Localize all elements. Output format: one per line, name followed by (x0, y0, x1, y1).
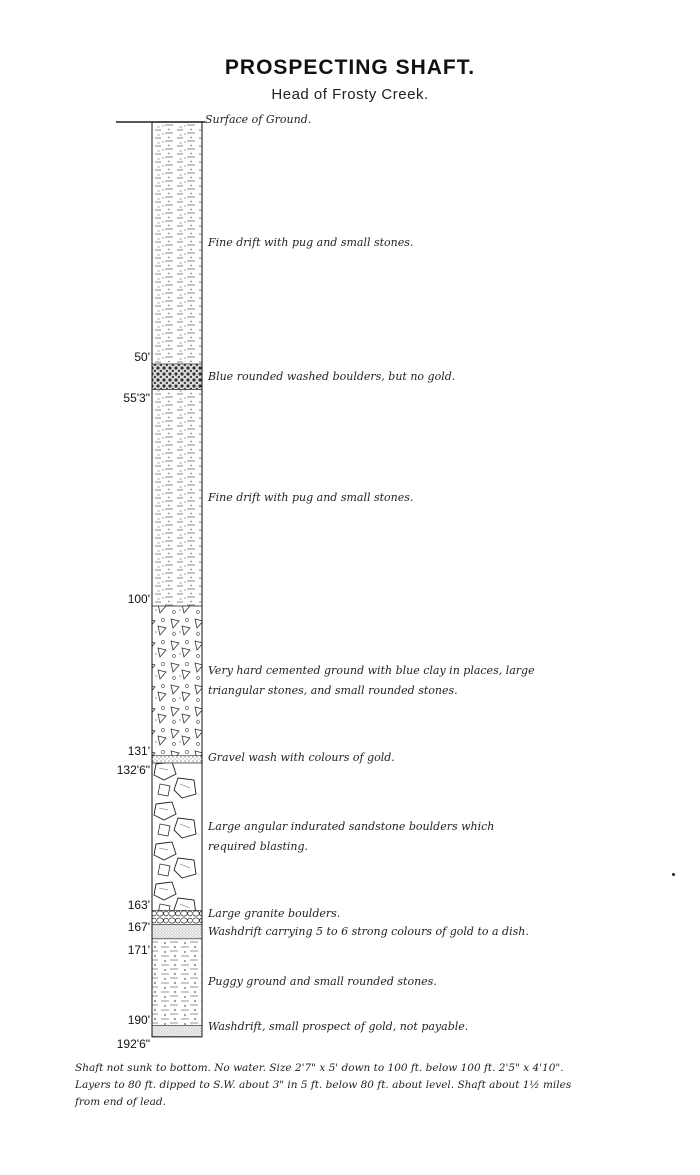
depth-label: 192'6" (116, 1036, 150, 1051)
stratum-fine-drift (152, 389, 202, 606)
note-line: Layers to 80 ft. dipped to S.W. about 3" in 5 ft. below 80 ft. about level. Shaft about 1½ miles (75, 1079, 572, 1091)
stratum-description-line: Gravel wash with colours of gold. (208, 750, 395, 764)
stratum-description-line: Large angular indurated sandstone boulders which (208, 819, 495, 833)
stratum-description-line: Blue rounded washed boulders, but no gold. (208, 369, 456, 383)
stratum-description (208, 488, 413, 508)
stratum-description-line: Washdrift, small prospect of gold, not payable. (208, 1020, 469, 1034)
stratum-description-line: triangular stones, and small rounded stones. (208, 683, 458, 697)
stratum-fine-drift (152, 122, 202, 364)
stratum-description (208, 922, 529, 942)
stratum-washed-boulders (152, 364, 202, 389)
surface-label: Surface of Ground. (205, 113, 312, 126)
stratum-washdrift (152, 1025, 202, 1036)
stratum-description (208, 904, 340, 924)
depth-label: 55'3" (123, 391, 150, 406)
shaft-note (75, 1060, 675, 1111)
stratum-sandstone-boulders (152, 763, 202, 910)
depth-label: 131' (127, 743, 150, 758)
stratum-description (208, 1017, 468, 1037)
stratum-cemented (152, 606, 202, 756)
stratum-description (208, 661, 535, 701)
stratum-description (208, 233, 413, 253)
stratum-description-line: Washdrift carrying 5 to 6 strong colours of gold to a dish. (208, 925, 529, 939)
stratum-description (208, 748, 395, 768)
depth-label: 132'6" (116, 762, 150, 777)
stratum-description-line: Very hard cemented ground with blue clay in places, large (208, 663, 535, 677)
depth-label: 163' (127, 898, 150, 913)
stratum-gravel-wash (152, 756, 202, 763)
stratum-description (208, 367, 455, 387)
stratum-description (208, 972, 437, 992)
depth-label: 100' (127, 592, 150, 606)
stratum-description-line: Large granite boulders. (208, 907, 341, 921)
stratum-puggy (152, 939, 202, 1026)
stray-dot (672, 873, 675, 876)
diagram-title: PROSPECTING SHAFT. (224, 56, 476, 79)
depth-label: 190' (127, 1013, 150, 1028)
stratum-description-line: Puggy ground and small rounded stones. (208, 975, 437, 989)
note-line: from end of lead. (75, 1096, 166, 1108)
depth-label: 171' (127, 942, 150, 957)
diagram-subtitle: Head of Frosty Creek. (271, 86, 429, 103)
depth-label: 50' (134, 350, 150, 364)
stratum-description-line: required blasting. (208, 839, 309, 853)
stratum-granite-boulders (152, 910, 202, 924)
note-line: Shaft not sunk to bottom. No water. Size 2'7" x 5' down to 100 ft. below 100 ft. 2'5" x 4'10". (75, 1062, 564, 1074)
stratum-washdrift (152, 924, 202, 938)
stratum-description-line: Fine drift with pug and small stones. (208, 236, 414, 249)
depth-label: 167' (127, 920, 150, 935)
stratum-description (208, 817, 494, 857)
stratum-description-line: Fine drift with pug and small stones. (208, 490, 414, 504)
